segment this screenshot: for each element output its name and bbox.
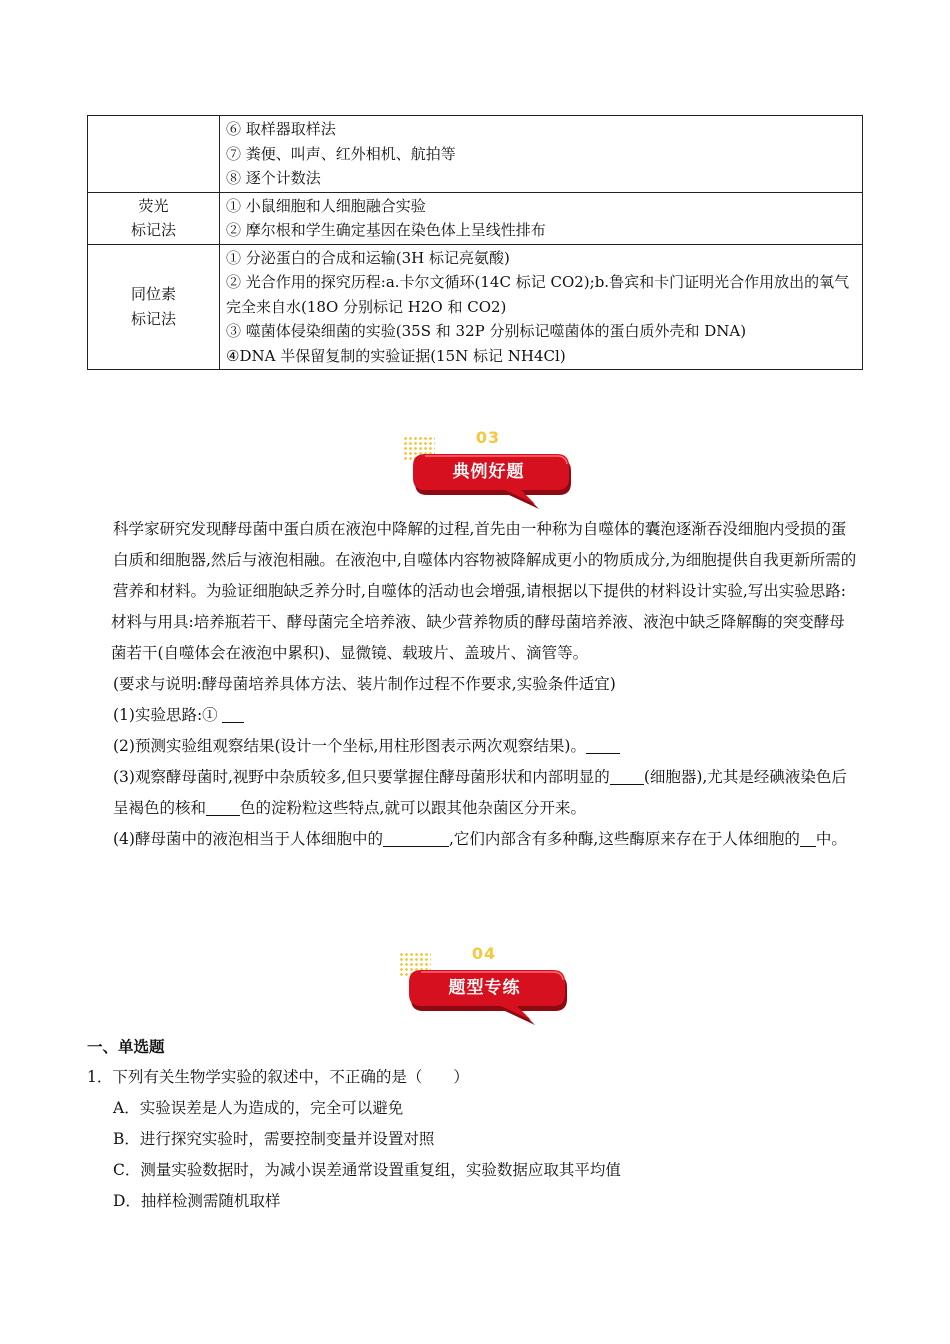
question-text: 色的淀粉粒这些特点,就可以跟其他杂菌区分开来。 [240, 799, 586, 817]
item-text: ② 光合作用的探究历程:a.卡尔文循环(14C 标记 CO2);b.鲁宾和卡门证明光合作用放出的氧气完全来自水(18O 分别标记 H2O 和 CO2) [226, 273, 850, 316]
item-text: ④DNA 半保留复制的实验证据(15N 标记 NH4Cl) [226, 346, 566, 365]
table-row [88, 192, 863, 244]
quiz-option-a[interactable]: A．实验误差是人为造成的，完全可以避免 [113, 1099, 404, 1117]
item-text: ⑧ 逐个计数法 [226, 169, 321, 187]
category-text: 标记法 [130, 309, 176, 328]
answer-blank[interactable] [586, 735, 620, 754]
category-cell [88, 244, 220, 370]
items-cell [220, 116, 863, 193]
category-cell [88, 116, 220, 193]
section-title: 典例好题 [452, 462, 525, 482]
items-cell [220, 244, 863, 370]
item-text: ① 分泌蛋白的合成和运输(3H 标记亮氨酸) [226, 248, 510, 267]
table-row [88, 244, 863, 370]
question-1 [113, 700, 859, 731]
quiz-question: 1．下列有关生物学实验的叙述中，不正确的是（ ） [87, 1068, 469, 1086]
answer-blank[interactable] [800, 828, 816, 847]
category-cell [88, 192, 220, 244]
item-text: ② 摩尔根和学生确定基因在染色体上呈线性排布 [226, 221, 546, 239]
methods-table [87, 115, 863, 370]
section-badge-04 [399, 944, 569, 1028]
question-4 [113, 824, 859, 855]
question-text: (3)观察酵母菌时,视野中杂质较多,但只要掌握住酵母菌形状和内部明显的 [113, 768, 610, 786]
items-cell [220, 192, 863, 244]
question-text: 中。 [815, 830, 847, 848]
question-3 [113, 762, 859, 824]
passage-intro: 科学家研究发现酵母菌中蛋白质在液泡中降解的过程,首先由一种称为自噬体的囊泡逐渐吞没细胞内受损的蛋白质和细胞器,然后与液泡相融。在液泡中,自噬体内容物被降解成更小的物质成分,为细胞提供自我更新所需的营养和材料。为验证细胞缺乏养分时,自噬体的活动也会增强,请根据以下提供的材料设计实验,写出实验思路: [113, 520, 857, 600]
item-text: ⑦ 粪便、叫声、红外相机、航拍等 [226, 144, 456, 163]
quiz-option-b[interactable]: B．进行探究实验时，需要控制变量并设置对照 [113, 1130, 435, 1148]
category-text: 荧光 [138, 196, 169, 215]
section-number: 03 [475, 428, 501, 447]
quiz-section-title: 一、单选题 [87, 1037, 165, 1056]
quiz-section [87, 1031, 867, 1217]
item-text: ③ 噬菌体侵染细菌的实验(35S 和 32P 分别标记噬菌体的蛋白质外壳和 DNA) [226, 322, 747, 340]
quiz-option-d[interactable]: D．抽样检测需随机取样 [113, 1192, 281, 1210]
item-text: ⑥ 取样器取样法 [226, 120, 336, 138]
question-text: (细胞器),尤其是经碘液染色后呈褐色的核和 [113, 768, 847, 817]
answer-blank[interactable] [383, 828, 449, 847]
example-passage [113, 514, 859, 855]
category-text: 标记法 [130, 221, 176, 239]
question-text: (4)酵母菌中的液泡相当于人体细胞中的 [113, 830, 383, 848]
table-row [88, 116, 863, 193]
quiz-option-c[interactable]: C．测量实验数据时，为减小误差通常设置重复组，实验数据应取其平均值 [113, 1161, 621, 1179]
question-text: ,它们内部含有多种酶,这些酶原来存在于人体细胞的 [448, 830, 800, 848]
passage-requirement: (要求与说明:酵母菌培养具体方法、装片制作过程不作要求,实验条件适宜) [113, 675, 616, 693]
category-text: 同位素 [130, 285, 176, 304]
question-2 [113, 731, 859, 762]
section-number: 04 [471, 944, 497, 963]
question-text: (1)实验思路:① [113, 706, 218, 724]
section-badge-03 [403, 428, 573, 512]
item-text: ① 小鼠细胞和人细胞融合实验 [226, 196, 426, 215]
section-title: 题型专练 [448, 978, 521, 998]
answer-blank[interactable] [610, 766, 644, 785]
answer-blank[interactable] [222, 704, 244, 723]
answer-blank[interactable] [206, 797, 240, 816]
question-text: (2)预测实验组观察结果(设计一个坐标,用柱形图表示两次观察结果)。 [113, 737, 586, 755]
passage-materials: 材料与用具:培养瓶若干、酵母菌完全培养液、缺少营养物质的酵母菌培养液、液泡中缺乏降解酶的突变酵母菌若干(自噬体会在液泡中累积)、显微镜、载玻片、盖玻片、滴管等。 [111, 613, 845, 662]
